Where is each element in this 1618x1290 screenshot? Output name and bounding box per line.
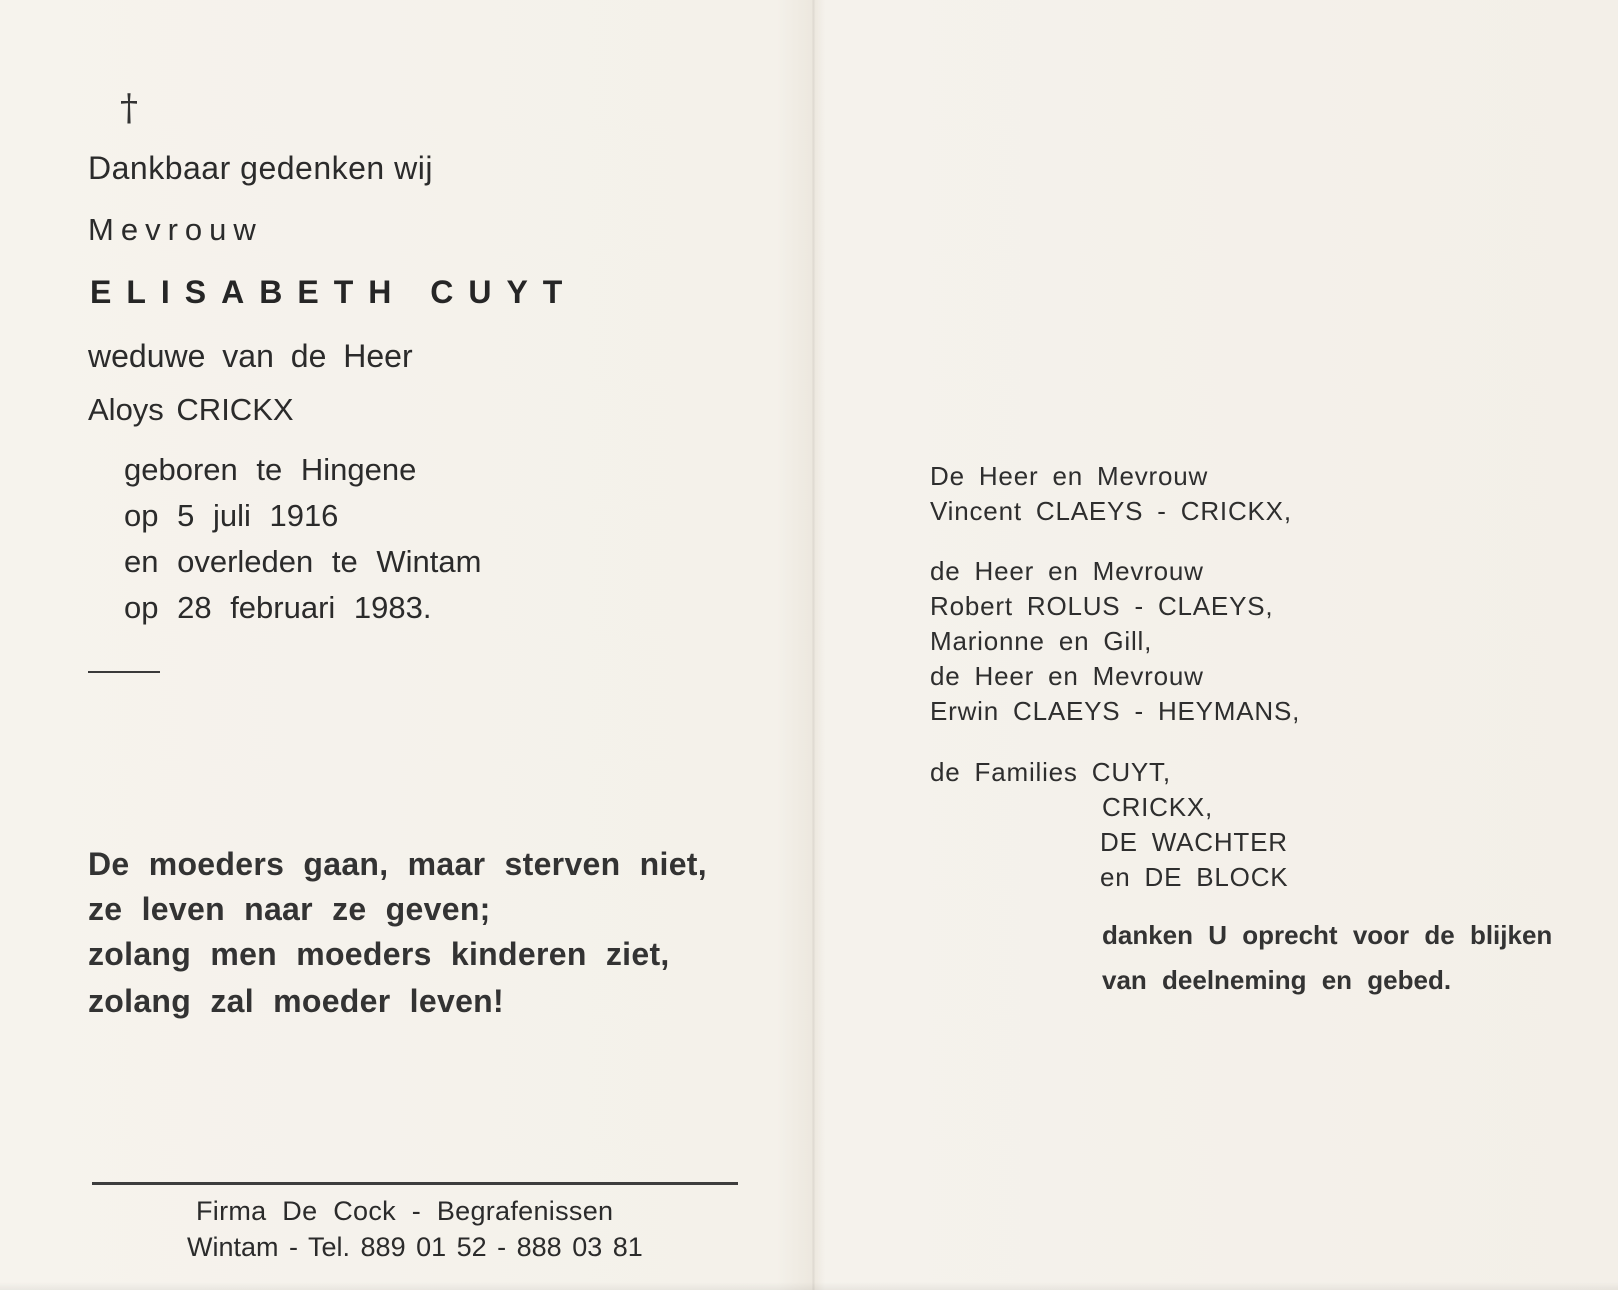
family-line: de Heer en Mevrouw xyxy=(930,661,1204,691)
family-line: Vincent CLAEYS - CRICKX, xyxy=(930,496,1292,526)
family-line: Marionne en Gill, xyxy=(930,626,1153,656)
thanks-line: danken U oprecht voor de blijken xyxy=(1102,920,1553,950)
deceased-name: ELISABETH CUYT xyxy=(90,274,578,310)
widow-line-1: weduwe van de Heer xyxy=(88,338,413,374)
divider-dash xyxy=(88,671,160,673)
birth-date: op 5 juli 1916 xyxy=(124,498,339,533)
footer-rule xyxy=(92,1182,738,1185)
family-line: de Heer en Mevrouw xyxy=(930,556,1204,586)
title-text: Mevrouw xyxy=(88,212,263,247)
family-line: CRICKX, xyxy=(1102,792,1214,822)
thanks-line: van deelneming en gebed. xyxy=(1102,965,1452,995)
family-line: De Heer en Mevrouw xyxy=(930,461,1209,491)
family-line: DE WACHTER xyxy=(1100,827,1288,857)
poem-line: De moeders gaan, maar sterven niet, xyxy=(88,846,707,882)
poem-line: zolang zal moeder leven! xyxy=(88,983,504,1019)
card-edge xyxy=(0,1282,1618,1290)
fold-line xyxy=(812,0,815,1290)
family-line: de Families CUYT, xyxy=(930,757,1171,787)
funeral-firm-name: Firma De Cock - Begrafenissen xyxy=(196,1196,614,1226)
family-line: Erwin CLAEYS - HEYMANS, xyxy=(930,696,1301,726)
family-line: Robert ROLUS - CLAEYS, xyxy=(930,591,1274,621)
family-line: en DE BLOCK xyxy=(1100,862,1289,892)
poem-line: zolang men moeders kinderen ziet, xyxy=(88,936,670,972)
intro-text: Dankbaar gedenken wij xyxy=(88,150,433,186)
poem-line: ze leven naar ze geven; xyxy=(88,891,491,927)
cross-icon: † xyxy=(120,88,138,129)
death-place: en overleden te Wintam xyxy=(124,544,482,579)
death-date: op 28 februari 1983. xyxy=(124,590,432,625)
birth-place: geboren te Hingene xyxy=(124,452,417,487)
widow-line-2: Aloys CRICKX xyxy=(88,392,294,427)
funeral-firm-contact: Wintam - Tel. 889 01 52 - 888 03 81 xyxy=(187,1232,643,1262)
